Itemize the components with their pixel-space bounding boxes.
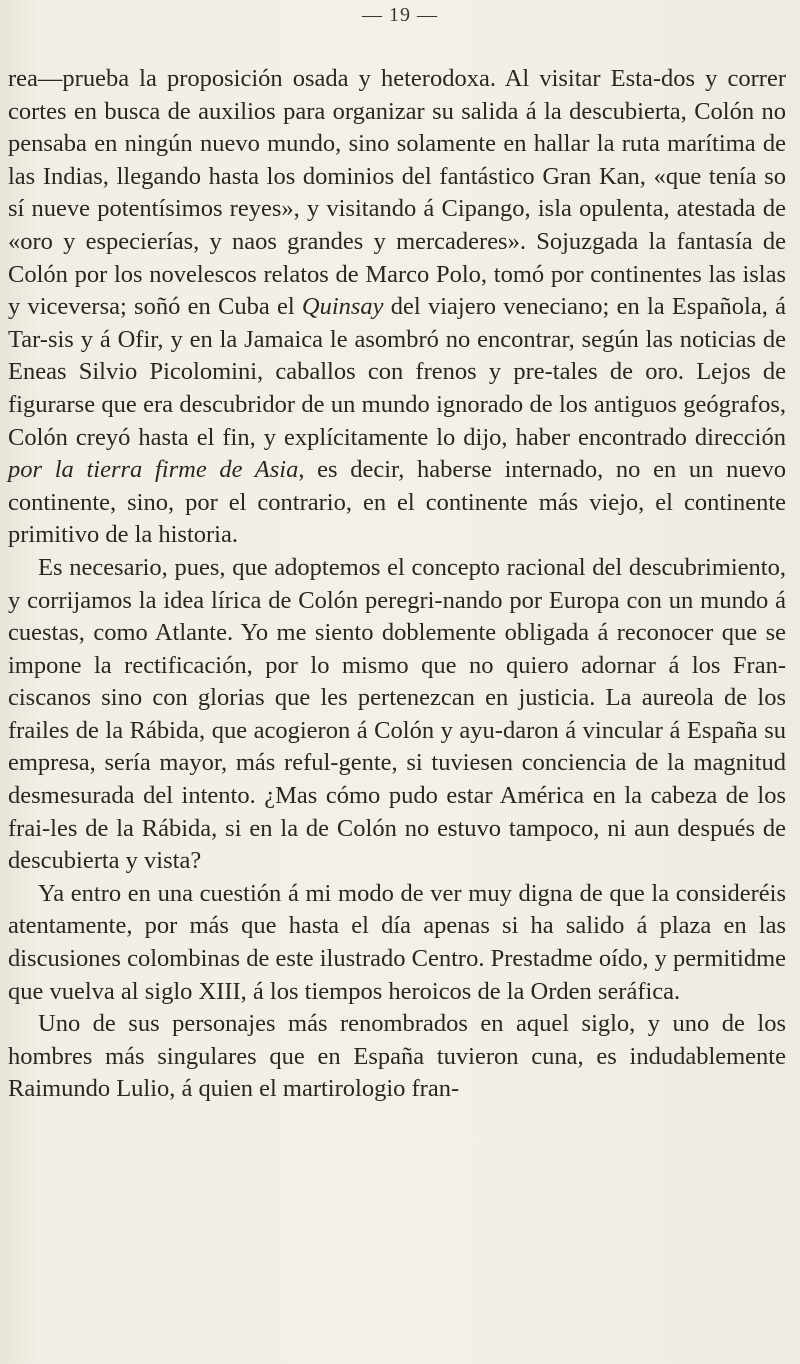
text-run: del viajero veneciano; en la Española, á Tar-sis y á Ofir, y en la Jamaica le asombró no encontrar, según las noticias de Eneas Silvio Picolomini, caballos con frenos y pre-tales de oro. Lejos de figurarse que era descubridor de un mundo ignorado de los antiguos geógrafos, Colón creyó hasta el fin, y explícitamente lo dijo, haber encontrado dirección bbox=[8, 293, 786, 451]
text-run: rea—prueba la proposición osada y heterodoxa. Al visitar Esta-dos y correr cortes en busca de auxilios para organizar su salida á la descubierta, Colón no pensaba en ningún nuevo mundo, sino solamente en hallar la ruta marítima de las Indias, llegando hasta los dominios del fantástico Gran Kan, «que tenía so sí nueve potentísimos reyes», y visitando á Cipango, isla opulenta, atestada de «oro y especierías, y naos grandes y mercaderes». Sojuzgada la fantasía de Colón por los novelescos relatos de Marco Polo, tomó por continentes las islas y viceversa; soñó en Cuba el bbox=[8, 65, 786, 321]
paragraph bbox=[8, 63, 786, 552]
paragraph bbox=[8, 552, 786, 878]
body-text bbox=[8, 63, 786, 1106]
text-run: , es decir, haberse internado, no en un nuevo continente, sino, por el contrario, en el continente más viejo, el continente primitivo de la historia. bbox=[8, 456, 786, 549]
page-number: — 19 — bbox=[362, 4, 438, 26]
text-run: Es necesario, pues, que adoptemos el concepto racional del descubrimiento, y corrijamos la idea lírica de Colón peregri-nando por Europa con un mundo á cuestas, como Atlante. Yo me siento doblemente obligada á reconocer que se impone la rectificación, por lo mismo que no quiero adornar á los Fran-ciscanos sino con glorias que les pertenezcan en justicia. La aureola de los frailes de la Rábida, que acogieron á Colón y ayu-daron á vincular á España su empresa, sería mayor, más reful-gente, si tuviesen conciencia de la magnitud desmesurada del intento. ¿Mas cómo pudo estar América en la cabeza de los frai-les de la Rábida, si en la de Colón no estuvo tampoco, ni aun después de descubierta y vista? bbox=[8, 553, 786, 875]
paragraph bbox=[8, 878, 786, 1008]
italic-text: Quinsay bbox=[301, 293, 384, 321]
paragraph bbox=[8, 1008, 786, 1106]
text-run: Uno de sus personajes más renombrados en aquel siglo, y uno de los hombres más singulares que en España tuvieron cuna, es indudablemente Raimundo Lulio, á quien el martirologio fran- bbox=[8, 1010, 786, 1103]
text-run: Ya entro en una cuestión á mi modo de ver muy digna de que la consideréis atentamente, por más que hasta el día apenas si ha salido á plaza en las discusiones colombinas de este ilustrado Centro. Prestadme oído, y permitidme que vuelva al siglo XIII, á los tiempos heroicos de la Orden seráfica. bbox=[8, 879, 786, 1005]
italic-text: por la tierra firme de Asia bbox=[8, 456, 299, 484]
